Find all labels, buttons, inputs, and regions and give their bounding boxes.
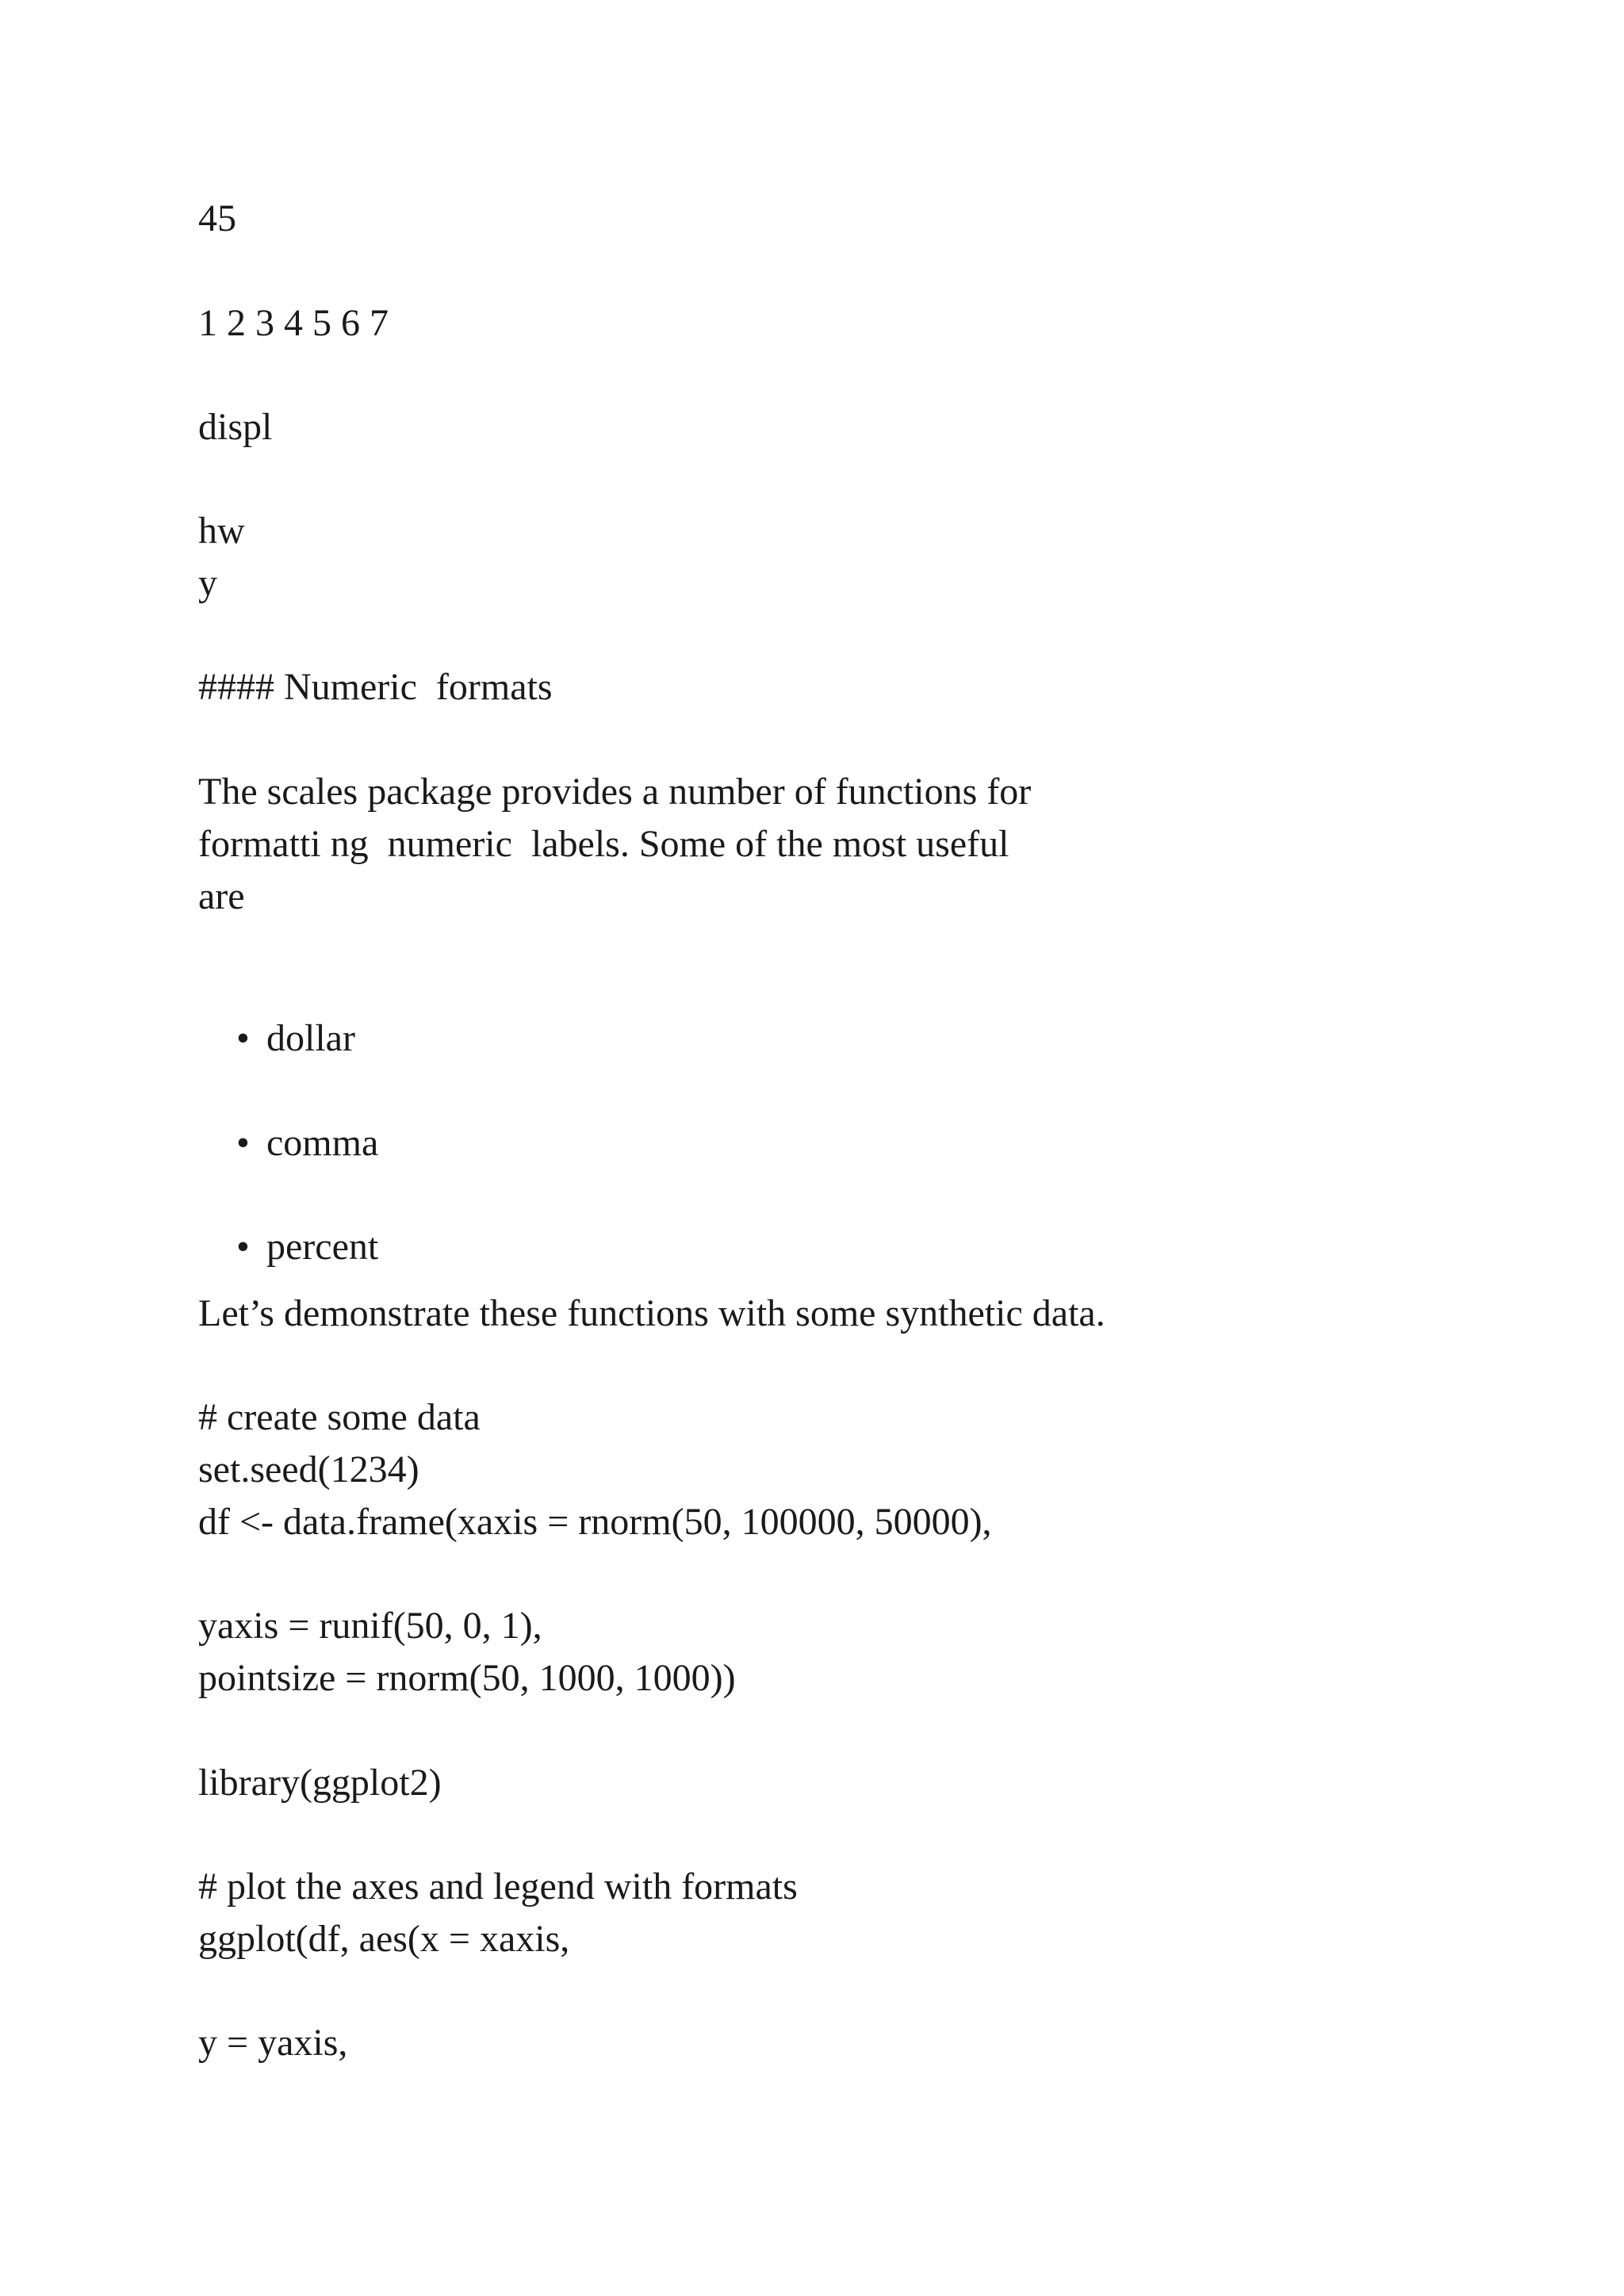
code-ggplot-line: ggplot(df, aes(x = xaxis, <box>198 1918 570 1960</box>
intro-line-2: formatti ng numeric labels. Some of the most useful <box>198 823 1009 865</box>
axis-title-y-part2: y <box>198 562 217 604</box>
code-set-seed: set.seed(1234) <box>198 1448 419 1490</box>
axis-title-x: displ <box>198 406 273 448</box>
bullet-icon: • <box>236 1122 250 1164</box>
page-number: 45 <box>198 197 236 239</box>
bullet-item-percent <box>198 1190 378 1304</box>
code-library-line: library(ggplot2) <box>198 1762 442 1804</box>
demo-sentence: Let’s demonstrate these functions with some synthetic data. <box>198 1292 1105 1334</box>
bullet-label: dollar <box>266 1017 355 1059</box>
code-yaxis-line: yaxis = runif(50, 0, 1), <box>198 1605 542 1647</box>
bullet-icon: • <box>236 1226 250 1268</box>
code-comment-plot: # plot the axes and legend with formats <box>198 1866 798 1908</box>
bullet-label: comma <box>266 1122 379 1164</box>
bullet-icon: • <box>236 1017 250 1059</box>
bullet-item-dollar <box>198 982 355 1096</box>
bullet-label: percent <box>266 1226 379 1268</box>
intro-line-1: The scales package provides a number of functions for <box>198 771 1032 813</box>
axis-tick-labels: 1 2 3 4 5 6 7 <box>198 302 389 344</box>
code-pointsize-line: pointsize = rnorm(50, 1000, 1000)) <box>198 1657 736 1699</box>
code-y-line: y = yaxis, <box>198 2022 348 2064</box>
intro-line-3: are <box>198 875 245 917</box>
bullet-item-comma <box>198 1086 378 1200</box>
axis-title-y-part1: hw <box>198 510 245 552</box>
section-heading: #### Numeric formats <box>198 666 553 708</box>
code-df-line: df <- data.frame(xaxis = rnorm(50, 100000, 50000), <box>198 1501 992 1543</box>
code-comment-create: # create some data <box>198 1396 481 1438</box>
